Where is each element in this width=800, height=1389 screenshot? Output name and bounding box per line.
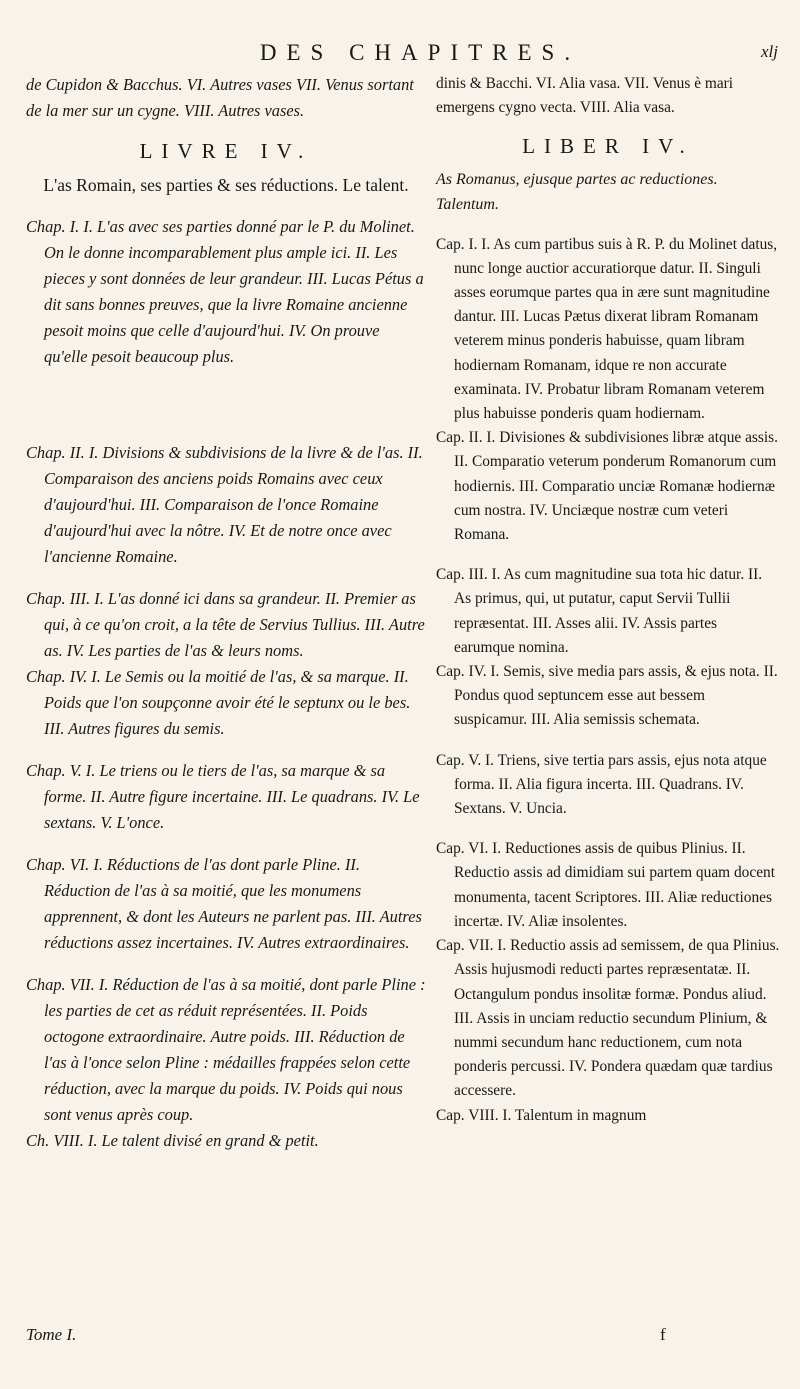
latin-chapter-5: Cap. V. I. Triens, sive tertia pars assis, ejus nota atque forma. II. Alia figura incerta. III. Quadrans. IV. Sextans. V. Uncia. [436, 751, 767, 818]
french-chapter-4: Chap. IV. I. Le Semis ou la moitié de l'as, & sa marque. II. Poids que l'on soupçonne avoir été le septunx ou le bes. III. Autres figures du semis. [26, 667, 411, 738]
latin-chapter-8: Cap. VIII. I. Talentum in magnum [436, 1106, 647, 1124]
french-chapter-6: Chap. VI. I. Réductions de l'as dont parle Pline. II. Réduction de l'as à sa moitié, que les monumens apprennent, & dont les Auteurs ne parlent pas. III. Autres réductions assez incertaines. IV. Autres extraordinaires. [26, 855, 422, 952]
french-chapter-5: Chap. V. I. Le triens ou le tiers de l'as, sa marque & sa forme. II. Autre figure incertaine. III. Le quadrans. IV. Le sextans. V. L'once. [26, 761, 420, 832]
latin-chapter-6: Cap. VI. I. Reductiones assis de quibus Plinius. II. Reductio assis ad dimidiam sui partem quam docent monumenta, tacent Scriptores. III. Aliæ reductiones incertæ. IV. Aliæ insolentes. [436, 840, 776, 930]
latin-chapter-3: Cap. III. I. As cum magnitudine sua tota hic datur. II. As primus, qui, ut putatur, caput Servii Tullii repræsentat. III. Asses alii. IV. Assis partes earumque nomina. [436, 566, 763, 656]
volume-footer: Tome I. [26, 1325, 77, 1344]
latin-book-heading: LIBER IV. [522, 134, 694, 159]
running-head: DES CHAPITRES. [259, 40, 581, 65]
french-chapter-3: Chap. III. I. L'as donné ici dans sa grandeur. II. Premier as qui, à ce qu'on croit, a la tête de Servius Tullius. III. Autre as. IV. Les parties de l'as & leurs noms. [26, 589, 425, 660]
latin-book-subtitle: As Romanus, ejusque partes ac reductiones. Talentum. [436, 170, 718, 213]
french-chapter-1: Chap. I. I. L'as avec ses parties donné par le P. du Molinet. On le donne incomparablement plus ample ici. II. Les pieces y sont données de leur grandeur. III. Lucas Pétus a dit sans bonnes preuves, que la livre Romaine ancienne pesoit moins que celle d'aujourd'hui. IV. On prouve qu'elle pesoit beaucoup plus. [26, 217, 424, 366]
latin-chapter-2: Cap. II. I. Divisiones & subdivisiones libræ atque assis. II. Comparatio veterum ponderum Romanorum cum hodiernis. III. Comparatio unciæ Romanæ hodiernæ cum nostra. IV. Unciæque nostræ cum veteri Romana. [436, 429, 778, 544]
signature-mark: f [660, 1325, 666, 1344]
french-chapter-8: Ch. VIII. I. Le talent divisé en grand & petit. [26, 1131, 319, 1150]
latin-intro: dinis & Bacchi. VI. Alia vasa. VII. Venus è mari emergens cygno vecta. VIII. Alia vasa. [436, 75, 734, 117]
french-chapter-2: Chap. II. I. Divisions & subdivisions de la livre & de l'as. II. Comparaison des anciens poids Romains avec ceux d'aujourd'hui. III. Comparaison de l'once Romaine d'aujourd'hui avec la nôtre. IV. Et de notre once avec l'ancienne Romaine. [26, 443, 423, 566]
latin-column [436, 72, 780, 1128]
french-book-heading: LIVRE IV. [139, 139, 313, 163]
latin-chapter-4: Cap. IV. I. Semis, sive media pars assis, & ejus nota. II. Pondus quod septuncem esse aut bessem suspicamur. III. Alia semissis schemata. [436, 663, 778, 729]
latin-chapter-7: Cap. VII. I. Reductio assis ad semissem, de qua Plinius. Assis hujusmodi reducti partes repræsentatæ. II. Octangulum pondus insolitæ formæ. Pondus aliud. III. Assis in unciam reductio secundum Plinium, & nummi secundum hanc reductionem, cum nota ponderis percussi. IV. Pondera quædam quæ tardius accessere. [436, 937, 780, 1100]
latin-chapter-1: Cap. I. I. As cum partibus suis à R. P. du Molinet datus, nunc longe auctior accuratiorque datur. II. Singuli asses eorumque partes qua in ære sunt magnitudine dantur. III. Lucas Pætus dixerat libram Romanam veterem minus ponderis habuisse, quam libram hodiernam Romanam, idque re non accurate examinata. IV. Probatur libram Romanam veterem plus habuisse ponderis quam hodiernam. [436, 235, 778, 423]
french-intro: de Cupidon & Bacchus. VI. Autres vases VII. Venus sortant de la mer sur un cygne. VIII. Autres vases. [26, 75, 414, 120]
french-chapter-7: Chap. VII. I. Réduction de l'as à sa moitié, dont parle Pline : les parties de cet as réduit représentées. II. Poids octogone extraordinaire. Autre poids. III. Réduction de l'as à l'once selon Pline : médailles frappées selon cette réduction, avec la marque du poids. IV. Poids qui nous sont venus après coup. [26, 975, 426, 1124]
french-book-subtitle: L'as Romain, ses parties & ses réductions. Le talent. [43, 175, 409, 195]
french-column [26, 72, 426, 1154]
folio: xlj [761, 42, 778, 61]
